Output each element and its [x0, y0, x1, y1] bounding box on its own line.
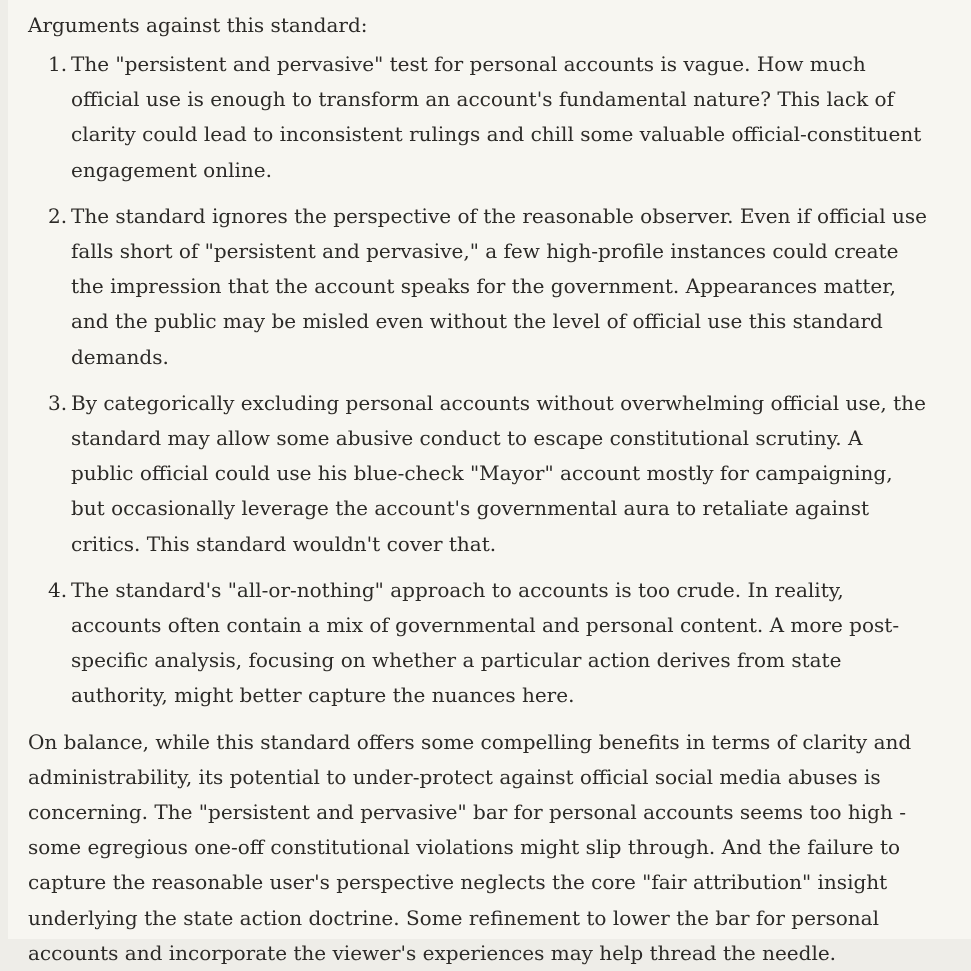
intro-paragraph: Arguments against this standard: — [28, 13, 368, 37]
list-item-text: The standard ignores the perspective of the reasonable observer. Even if official use falls short of "persistent and pervasive," a few high-profile instances could create the impression that the account speaks for the government. Appearances matter, and the public may be misled even without the level of official use this standard demands. — [71, 203, 927, 369]
list-item — [28, 199, 931, 375]
list-item-number: 4. — [48, 577, 68, 602]
list-item — [28, 47, 931, 188]
arguments-list — [28, 47, 931, 714]
list-item-number: 3. — [48, 390, 68, 415]
list-item-text: The "persistent and pervasive" test for personal accounts is vague. How much official use is enough to transform an account's fundamental nature? This lack of clarity could lead to inconsistent rulings and chill some valuable official-constituent engagement online. — [71, 52, 922, 182]
list-item — [28, 386, 931, 562]
list-item — [28, 573, 931, 714]
list-item-number: 1. — [48, 52, 68, 76]
list-item-text: The standard's "all-or-nothing" approach to accounts is too crude. In reality, accounts often contain a mix of governmental and personal content. A more post-specific analysis, focusing on whether a particular action derives from state authority, might better capture the nuances here. — [71, 577, 900, 708]
list-item-text: By categorically excluding personal accounts without overwhelming official use, the standard may allow some abusive conduct to escape constitutional scrutiny. A public official could use his blue-check "Mayor" account mostly for campaigning, but occasionally leverage the account's governmental aura to retaliate against critics. This standard wouldn't cover that. — [71, 390, 926, 556]
conclusion-paragraph: On balance, while this standard offers some compelling benefits in terms of clarity and administrability, its potential to under-protect against official social media abuses is concerning. The "persistent and pervasive" bar for personal accounts seems too high - some egregious one-off constitutional violations might slip through. And the failure to capture the reasonable user's perspective neglects the core "fair attribution" insight underlying the state action doctrine. Some refinement to lower the bar for personal accounts and incorporate the viewer's experiences may help thread the needle. — [28, 729, 912, 965]
list-item-number: 2. — [48, 203, 68, 228]
document-page — [8, 0, 971, 965]
